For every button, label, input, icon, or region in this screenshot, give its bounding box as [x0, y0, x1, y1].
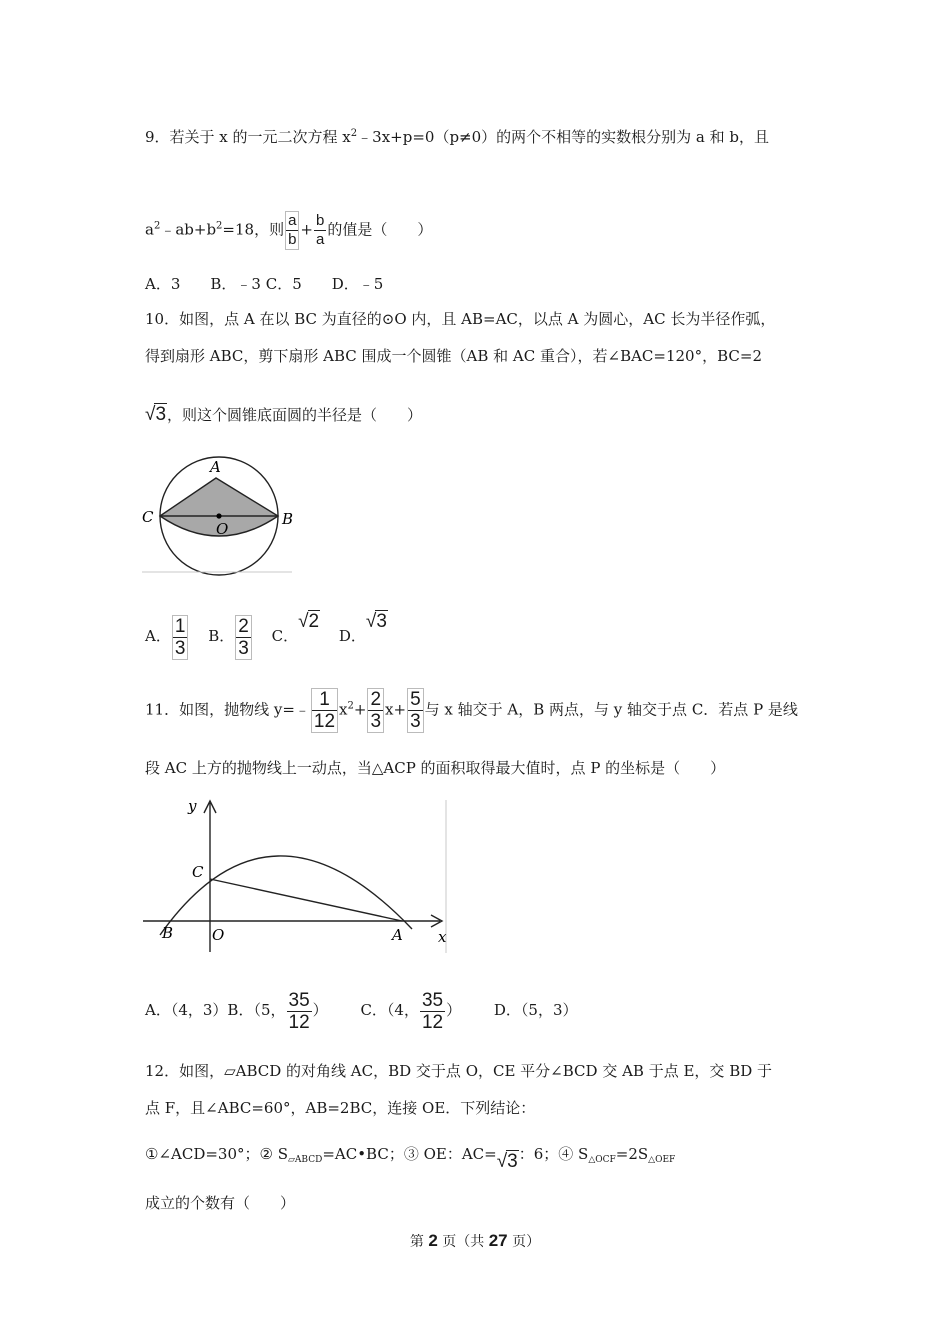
total-page-count: 27: [488, 1231, 508, 1250]
label-o: O: [212, 926, 225, 944]
label-o: O: [216, 520, 229, 538]
label-c: C: [142, 508, 154, 526]
label-b: B: [162, 924, 174, 942]
label-b: B: [282, 510, 294, 528]
current-page-number: 2: [428, 1231, 438, 1250]
label-a: A: [210, 458, 221, 476]
q12-conclusions: ①∠ACD=30°；② $S_{▱ABCD}=AC•BC$；③ OE：AC=√3：6；④ $S_{\triangle OCF}=2S_{\triangle OEF}$: [145, 1145, 676, 1172]
page-footer: 第 2 页（共 27 页）: [409, 1231, 541, 1250]
sqrt-symbol: √3: [496, 1151, 518, 1172]
q9-condition: $a^2﹣ab+b^2=18$，则 $\frac{a}{b}$ + $\frac{b}{a}$ 的值是（ ）: [145, 212, 433, 248]
q11-line2: 段 AC 上方的抛物线上一动点，当△ACP 的面积取得最大值时，点 P 的坐标是（ ）: [145, 759, 726, 777]
q11-fraction-2-3: $\frac{2}{3}$: [367, 688, 384, 733]
center-point: [216, 513, 221, 518]
q10-circle-figure: [140, 450, 300, 576]
label-x: x: [438, 928, 447, 946]
label-c: C: [192, 863, 204, 881]
segment-ac: [210, 879, 402, 921]
q11-fraction-1-12: $\frac{1}{12}$: [311, 688, 338, 733]
q10-line3: √3，则这个圆锥底面圆的半径是（ ）: [145, 404, 423, 425]
option-a-fraction: $\frac{1}{3}$: [172, 615, 189, 660]
q10-line1: 10．如图，点 A 在以 BC 为直径的⊙O 内，且 AB=AC，以点 A 为圆心，AC 长为半径作弧，: [145, 310, 776, 328]
q10-options: A． $\frac{1}{3}$ B． $\frac{2}{3}$ C．√2 D．√3: [145, 600, 388, 660]
option-c-radical: √2: [298, 611, 320, 632]
q11-fraction-5-3: $\frac{5}{3}$: [407, 688, 424, 733]
label-a: A: [392, 926, 403, 944]
q9-stem: 9．若关于 x 的一元二次方程 $x^2﹣3x+p=0(p\ne 0)$的两个不相等的实数根分别为 a 和 b，且: [145, 128, 770, 146]
option-d-radical: √3: [365, 611, 387, 632]
label-y: y: [188, 797, 197, 815]
q10-line2: 得到扇形 ABC，剪下扇形 ABC 围成一个圆锥（AB 和 AC 重合），若∠BAC=120°，BC=2: [145, 347, 762, 365]
q11-parabola-figure: [140, 795, 452, 955]
q12-line2: 点 F，且∠ABC=60°，AB=2BC，连接 OE．下列结论：: [145, 1099, 536, 1117]
q11-line1: 11．如图，抛物线 y=﹣ $\frac{1}{12}$ $x^2+$ $\frac{2}{3}$ x+ $\frac{5}{3}$ 与 x 轴交于 A，B 两点，与 y 轴交于点 C．若点 P 是线: [145, 689, 798, 732]
q11-options: A．（4，3）B．（5， $\frac{35}{12}$ ） C．（4， $\frac{35}{12}$ ） D．（5，3）: [145, 989, 578, 1033]
option-b-fraction: $\frac{2}{3}$: [235, 615, 252, 660]
q12-line1: 12．如图，▱ABCD 的对角线 AC，BD 交于点 O，CE 平分∠BCD 交 AB 于点 E，交 BD 于: [145, 1062, 773, 1080]
q9-fraction-b-over-a: $\frac{b}{a}$: [316, 212, 325, 248]
q9-fraction-a-over-b: $\frac{a}{b}$: [285, 211, 299, 250]
q9-options: A．3 B．﹣3 C．5 D．﹣5: [145, 275, 384, 293]
q12-line4: 成立的个数有（ ）: [145, 1194, 296, 1212]
option-c-fraction: $\frac{35}{12}$: [421, 989, 444, 1033]
sqrt-symbol: √3: [145, 404, 167, 425]
option-b-fraction: $\frac{35}{12}$: [288, 989, 310, 1033]
